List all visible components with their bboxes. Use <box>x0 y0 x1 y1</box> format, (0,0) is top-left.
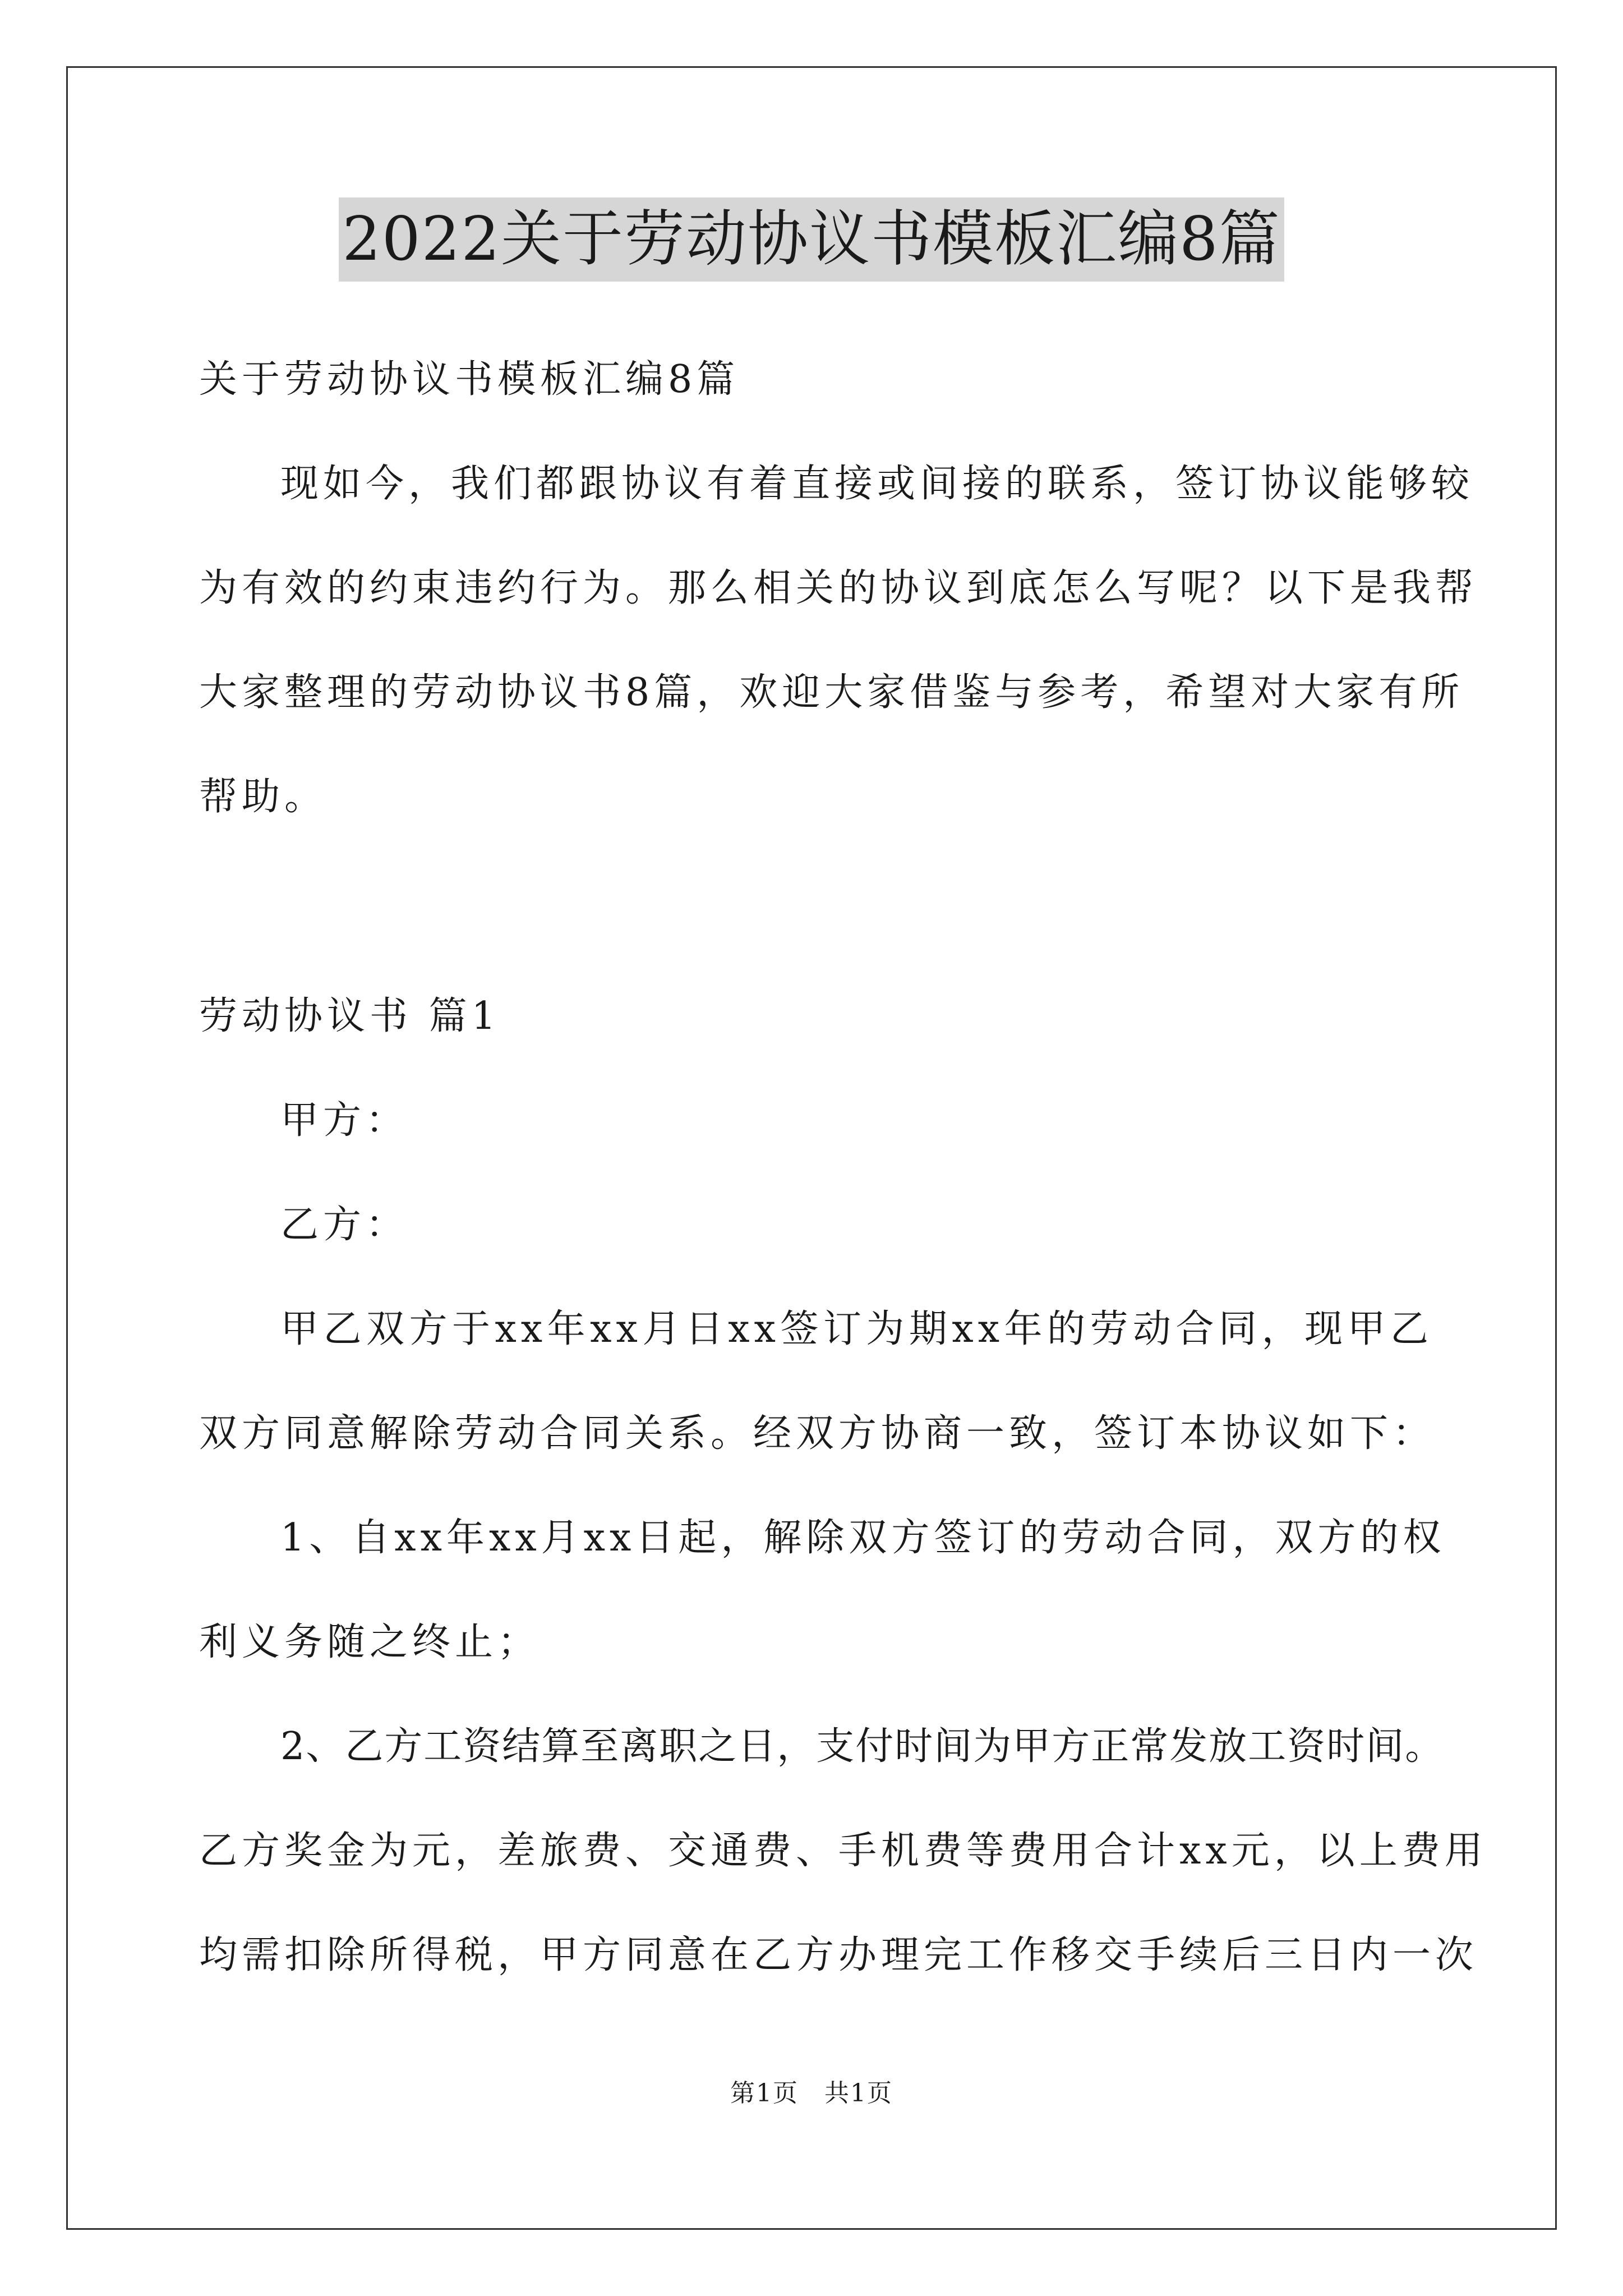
intro-line-2: 为有效的约束违约行为。那么相关的协议到底怎么写呢？以下是我帮 <box>199 566 1478 610</box>
party-b-label: 乙方： <box>280 1203 409 1247</box>
party-a-label: 甲方： <box>280 1098 409 1143</box>
document-title: 2022关于劳动协议书模板汇编8篇 <box>339 197 1284 282</box>
intro-line-3: 大家整理的劳动协议书8篇，欢迎大家借鉴与参考，希望对大家有所 <box>199 670 1464 715</box>
intro-line-4: 帮助。 <box>199 775 328 819</box>
intro-line-1: 现如今，我们都跟协议有着直接或间接的联系，签订协议能够较 <box>280 462 1474 506</box>
body-line-5: 2、乙方工资结算至离职之日，支付时间为甲方正常发放工资时间。 <box>280 1724 1445 1769</box>
body-line-7: 均需扣除所得税，甲方同意在乙方办理完工作移交手续后三日内一次 <box>199 1933 1478 1977</box>
body-line-3: 1、自xx年xx月xx日起，解除双方签订的劳动合同，双方的权 <box>280 1516 1446 1560</box>
body-line-6: 乙方奖金为元，差旅费、交通费、手机费等费用合计xx元，以上费用 <box>199 1829 1487 1873</box>
body-line-1: 甲乙双方于xx年xx月日xx签订为期xx年的劳动合同，现甲乙 <box>280 1307 1433 1351</box>
page-footer: 第1页 共1页 <box>730 2079 893 2108</box>
body-line-4: 利义务随之终止； <box>199 1620 541 1664</box>
document-subtitle: 关于劳动协议书模板汇编8篇 <box>199 357 740 402</box>
section-heading: 劳动协议书 篇1 <box>199 994 500 1038</box>
body-line-2: 双方同意解除劳动合同关系。经双方协商一致，签订本协议如下： <box>199 1411 1436 1456</box>
title-block <box>0 197 1623 282</box>
